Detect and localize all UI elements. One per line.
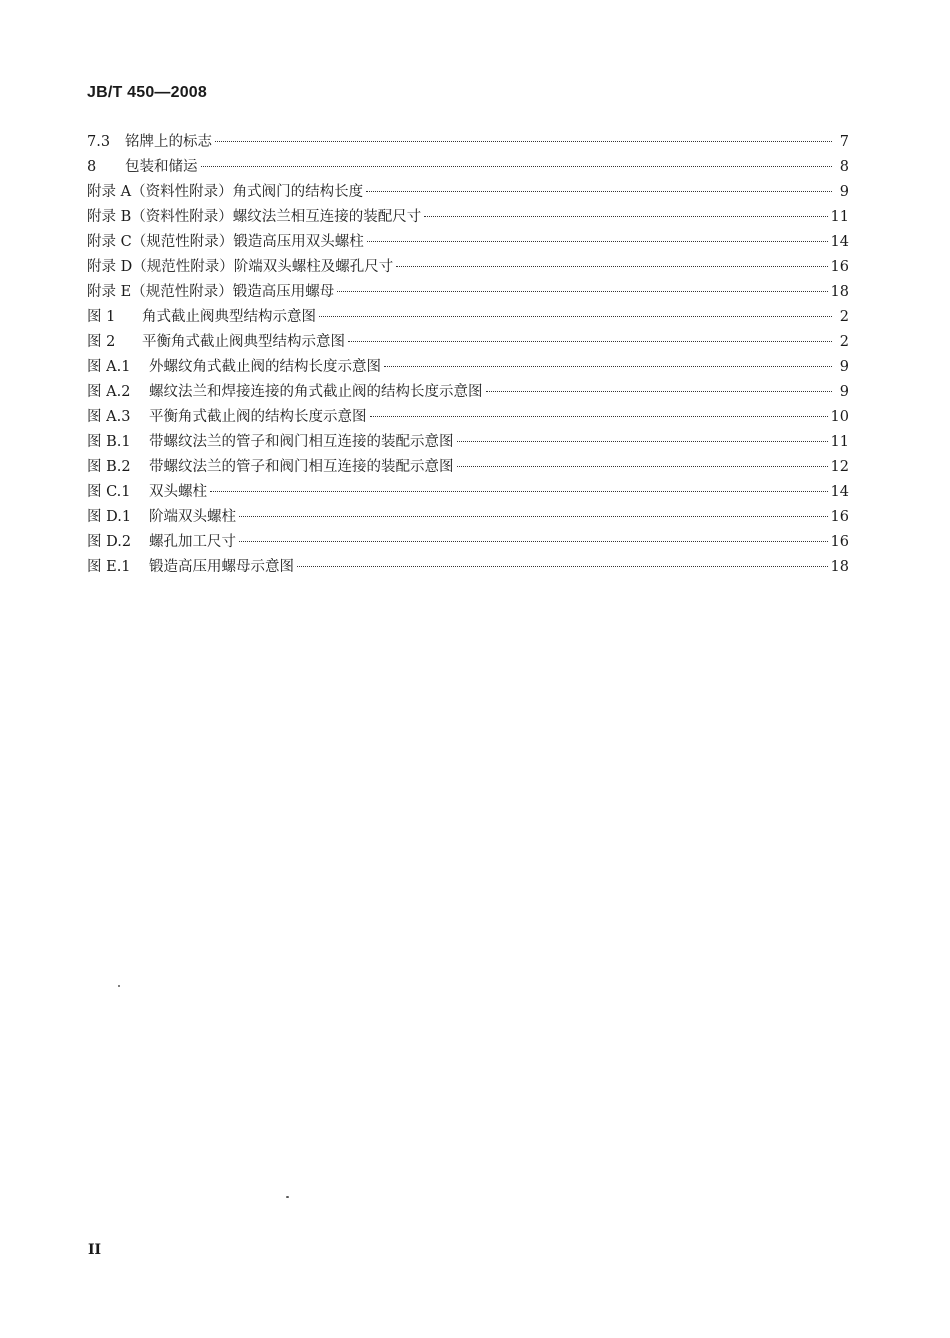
- scan-speck: [118, 985, 120, 987]
- toc-leader-dots: [348, 341, 832, 342]
- toc-entry-page: 2: [839, 334, 849, 350]
- toc-entry-title: 平衡角式截止阀典型结构示意图: [142, 334, 345, 350]
- toc-entry-page: 10: [830, 409, 849, 425]
- toc-entry-number: 图 D.2: [87, 534, 132, 550]
- toc-leader-dots: [370, 416, 828, 417]
- toc-leader-dots: [367, 241, 828, 242]
- toc-entry-page: 11: [830, 209, 849, 225]
- toc-entry-number: 附录 D: [87, 259, 133, 275]
- toc-entry-title: 螺纹法兰和焊接连接的角式截止阀的结构长度示意图: [149, 384, 483, 400]
- toc-entry-number: 图 B.1: [87, 434, 131, 450]
- toc-entry-number: 附录 E: [87, 284, 132, 300]
- toc-entry[interactable]: [87, 505, 849, 530]
- toc-entry-title: （资料性附录）螺纹法兰相互连接的装配尺寸: [131, 209, 422, 225]
- toc-leader-dots: [384, 366, 832, 367]
- toc-entry-number: 附录 B: [87, 209, 132, 225]
- toc-entry-number: 7.3: [87, 134, 111, 150]
- toc-entry-title: 螺孔加工尺寸: [149, 534, 236, 550]
- toc-entry-title: 铭牌上的标志: [125, 134, 212, 150]
- toc-entry-page: 9: [839, 184, 849, 200]
- toc-leader-dots: [486, 391, 833, 392]
- toc-entry-number: 图 A.3: [87, 409, 131, 425]
- toc-entry-title: 外螺纹角式截止阀的结构长度示意图: [149, 359, 381, 375]
- toc-entry[interactable]: [87, 380, 849, 405]
- toc-entry-page: 12: [830, 459, 849, 475]
- toc-entry[interactable]: [87, 230, 849, 255]
- toc-entry[interactable]: [87, 130, 849, 155]
- standard-code-header: JB/T 450—2008: [87, 84, 208, 101]
- toc-entry-page: 8: [839, 159, 849, 175]
- toc-entry[interactable]: [87, 530, 849, 555]
- scan-speck: [286, 1196, 289, 1198]
- toc-entry-page: 18: [830, 559, 849, 575]
- toc-leader-dots: [210, 491, 828, 492]
- toc-entry-page: 7: [839, 134, 849, 150]
- toc-entry[interactable]: [87, 180, 849, 205]
- toc-entry-number: 图 1: [87, 309, 116, 325]
- toc-entry-number: 图 D.1: [87, 509, 132, 525]
- toc-entry-title: （规范性附录）锻造高压用螺母: [131, 284, 335, 300]
- toc-leader-dots: [319, 316, 832, 317]
- toc-entry-title: （规范性附录）锻造高压用双头螺柱: [131, 234, 364, 250]
- toc-entry[interactable]: [87, 305, 849, 330]
- toc-entry-title: 包装和储运: [125, 159, 198, 175]
- toc-entry[interactable]: [87, 280, 849, 305]
- toc-entry[interactable]: [87, 430, 849, 455]
- toc-entry[interactable]: [87, 205, 849, 230]
- toc-leader-dots: [457, 441, 828, 442]
- toc-entry-page: 14: [830, 234, 849, 250]
- toc-entry-title: （规范性附录）阶端双头螺柱及螺孔尺寸: [132, 259, 394, 275]
- toc-entry-page: 18: [830, 284, 849, 300]
- toc-entry-title: 双头螺柱: [149, 484, 207, 500]
- toc-leader-dots: [215, 141, 832, 142]
- toc-entry[interactable]: [87, 355, 849, 380]
- toc-entry-number: 图 2: [87, 334, 116, 350]
- toc-entry[interactable]: [87, 405, 849, 430]
- toc-entry-number: 图 A.2: [87, 384, 131, 400]
- toc-entry-number: 图 B.2: [87, 459, 131, 475]
- toc-entry-page: 9: [839, 359, 849, 375]
- toc-leader-dots: [424, 216, 827, 217]
- toc-entry[interactable]: [87, 330, 849, 355]
- toc-entry[interactable]: [87, 480, 849, 505]
- toc-leader-dots: [239, 516, 828, 517]
- toc-entry-page: 16: [830, 259, 849, 275]
- toc-leader-dots: [337, 291, 827, 292]
- toc-entry[interactable]: [87, 255, 849, 280]
- toc-entry-title: 带螺纹法兰的管子和阀门相互连接的装配示意图: [149, 459, 454, 475]
- toc-leader-dots: [366, 191, 832, 192]
- toc-leader-dots: [239, 541, 828, 542]
- toc-entry-number: 图 C.1: [87, 484, 131, 500]
- toc-entry[interactable]: [87, 155, 849, 180]
- toc-entry-page: 16: [830, 534, 849, 550]
- toc-leader-dots: [201, 166, 833, 167]
- toc-entry-number: 图 A.1: [87, 359, 131, 375]
- toc-entry-number: 附录 A: [87, 184, 132, 200]
- toc-entry-page: 11: [830, 434, 849, 450]
- table-of-contents: [87, 130, 849, 580]
- page-number: II: [88, 1242, 102, 1258]
- toc-leader-dots: [457, 466, 828, 467]
- toc-entry-title: 阶端双头螺柱: [149, 509, 236, 525]
- toc-entry-title: 平衡角式截止阀的结构长度示意图: [149, 409, 367, 425]
- toc-entry-page: 2: [839, 309, 849, 325]
- toc-entry-page: 16: [830, 509, 849, 525]
- toc-entry-title: 锻造高压用螺母示意图: [149, 559, 294, 575]
- toc-entry-title: 角式截止阀典型结构示意图: [142, 309, 316, 325]
- toc-entry-title: （资料性附录）角式阀门的结构长度: [131, 184, 364, 200]
- toc-entry-number: 附录 C: [87, 234, 132, 250]
- toc-leader-dots: [297, 566, 828, 567]
- toc-entry-number: 8: [87, 159, 97, 175]
- toc-entry[interactable]: [87, 555, 849, 580]
- toc-entry[interactable]: [87, 455, 849, 480]
- toc-entry-page: 9: [839, 384, 849, 400]
- toc-entry-number: 图 E.1: [87, 559, 131, 575]
- toc-leader-dots: [396, 266, 827, 267]
- toc-entry-page: 14: [830, 484, 849, 500]
- toc-entry-title: 带螺纹法兰的管子和阀门相互连接的装配示意图: [149, 434, 454, 450]
